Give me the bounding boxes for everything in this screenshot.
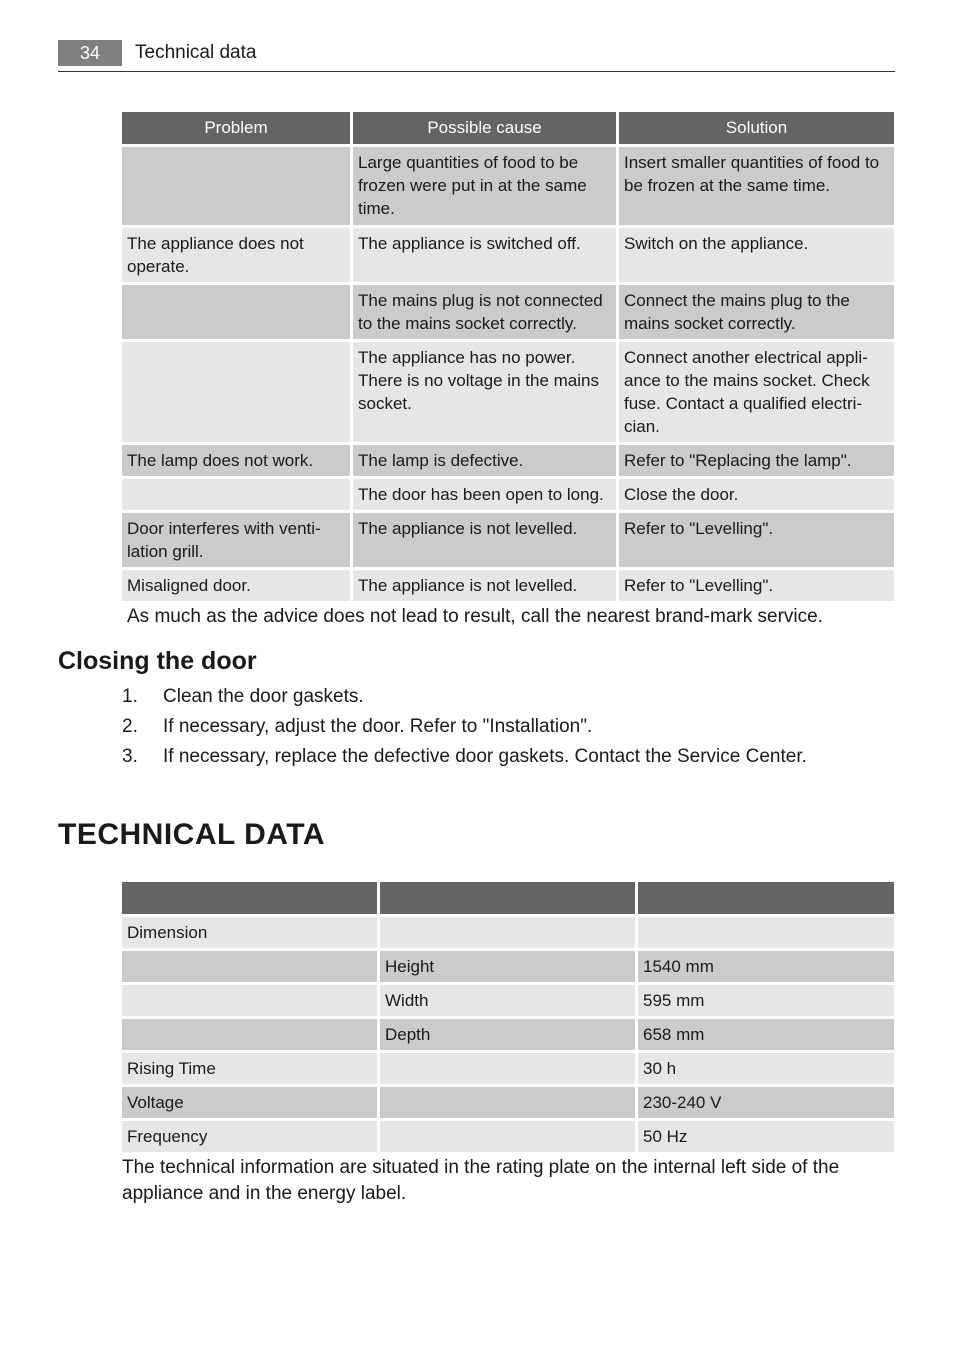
cause-cell: The appliance is not levelled. xyxy=(353,570,616,601)
step-number: 3. xyxy=(122,746,138,767)
problem-cell xyxy=(122,285,350,339)
table-row xyxy=(122,1087,894,1118)
cause-cell: The door has been open to long. xyxy=(353,479,616,510)
spec-value xyxy=(638,917,894,948)
table-row xyxy=(122,445,894,476)
table-row xyxy=(122,479,894,510)
column-header-problem: Problem xyxy=(122,112,350,144)
spec-sublabel xyxy=(380,1053,635,1084)
step-text: If necessary, adjust the door. Refer to "Installation". xyxy=(163,716,593,737)
column-header-empty xyxy=(638,882,894,914)
solution-cell: Refer to "Replacing the lamp". xyxy=(619,445,894,476)
step-number: 2. xyxy=(122,716,138,737)
problem-cell: Door interferes with venti-lation grill. xyxy=(122,513,350,567)
table-row xyxy=(122,570,894,601)
cause-cell: The appliance is not levelled. xyxy=(353,513,616,567)
page-number: 34 xyxy=(58,40,122,66)
page-header xyxy=(58,40,895,72)
problem-cell: The appliance does not operate. xyxy=(122,228,350,282)
spec-label xyxy=(122,1019,377,1050)
table-row xyxy=(122,1019,894,1050)
spec-sublabel: Depth xyxy=(380,1019,635,1050)
spec-sublabel xyxy=(380,917,635,948)
cause-cell: The appliance is switched off. xyxy=(353,228,616,282)
spec-sublabel: Width xyxy=(380,985,635,1016)
technical-data-table xyxy=(119,879,897,1155)
table-row xyxy=(122,513,894,567)
spec-sublabel xyxy=(380,1087,635,1118)
table-row xyxy=(122,951,894,982)
spec-value: 658 mm xyxy=(638,1019,894,1050)
column-header-cause: Possible cause xyxy=(353,112,616,144)
spec-label: Dimension xyxy=(122,917,377,948)
solution-cell: Connect another electrical appli-ance to the mains socket. Check fuse. Contact a qualified electri-cian. xyxy=(619,342,894,442)
solution-cell: Insert smaller quantities of food to be frozen at the same time. xyxy=(619,147,894,225)
step-text: If necessary, replace the defective door gaskets. Contact the Service Center. xyxy=(163,746,807,767)
solution-cell: Refer to "Levelling". xyxy=(619,570,894,601)
troubleshooting-note: As much as the advice does not lead to result, call the nearest brand-mark service. xyxy=(127,606,823,627)
table-row xyxy=(122,985,894,1016)
cause-cell: The mains plug is not connected to the mains socket correctly. xyxy=(353,285,616,339)
column-header-solution: Solution xyxy=(619,112,894,144)
spec-value: 230-240 V xyxy=(638,1087,894,1118)
list-item xyxy=(122,712,807,742)
problem-cell xyxy=(122,147,350,225)
table-row xyxy=(122,228,894,282)
table-row xyxy=(122,342,894,442)
spec-value: 595 mm xyxy=(638,985,894,1016)
table-row xyxy=(122,917,894,948)
problem-cell: Misaligned door. xyxy=(122,570,350,601)
solution-cell: Refer to "Levelling". xyxy=(619,513,894,567)
troubleshooting-table xyxy=(119,109,897,604)
technical-data-note: The technical information are situated in the rating plate on the internal left side of the appliance and in the energy label. xyxy=(122,1157,840,1204)
solution-cell: Connect the mains plug to the mains socket correctly. xyxy=(619,285,894,339)
table-row xyxy=(122,1053,894,1084)
table-row xyxy=(122,147,894,225)
spec-sublabel: Height xyxy=(380,951,635,982)
list-item xyxy=(122,682,807,712)
spec-value: 1540 mm xyxy=(638,951,894,982)
spec-label: Frequency xyxy=(122,1121,377,1152)
cause-cell: Large quantities of food to be frozen were put in at the same time. xyxy=(353,147,616,225)
list-item xyxy=(122,742,807,772)
table-row xyxy=(122,285,894,339)
spec-value: 30 h xyxy=(638,1053,894,1084)
solution-cell: Switch on the appliance. xyxy=(619,228,894,282)
spec-label: Rising Time xyxy=(122,1053,377,1084)
spec-label xyxy=(122,951,377,982)
table-row xyxy=(122,1121,894,1152)
cause-cell: The appliance has no power. There is no voltage in the mains socket. xyxy=(353,342,616,442)
column-header-empty xyxy=(122,882,377,914)
problem-cell xyxy=(122,342,350,442)
problem-cell xyxy=(122,479,350,510)
section-title-closing-door: Closing the door xyxy=(58,647,257,675)
step-number: 1. xyxy=(122,686,138,707)
column-header-empty xyxy=(380,882,635,914)
page-title-technical-data: TECHNICAL DATA xyxy=(58,818,325,851)
step-text: Clean the door gaskets. xyxy=(163,686,364,707)
running-title: Technical data xyxy=(135,42,257,63)
problem-cell: The lamp does not work. xyxy=(122,445,350,476)
spec-label xyxy=(122,985,377,1016)
spec-label: Voltage xyxy=(122,1087,377,1118)
spec-sublabel xyxy=(380,1121,635,1152)
solution-cell: Close the door. xyxy=(619,479,894,510)
closing-door-steps xyxy=(122,682,807,772)
spec-value: 50 Hz xyxy=(638,1121,894,1152)
cause-cell: The lamp is defective. xyxy=(353,445,616,476)
